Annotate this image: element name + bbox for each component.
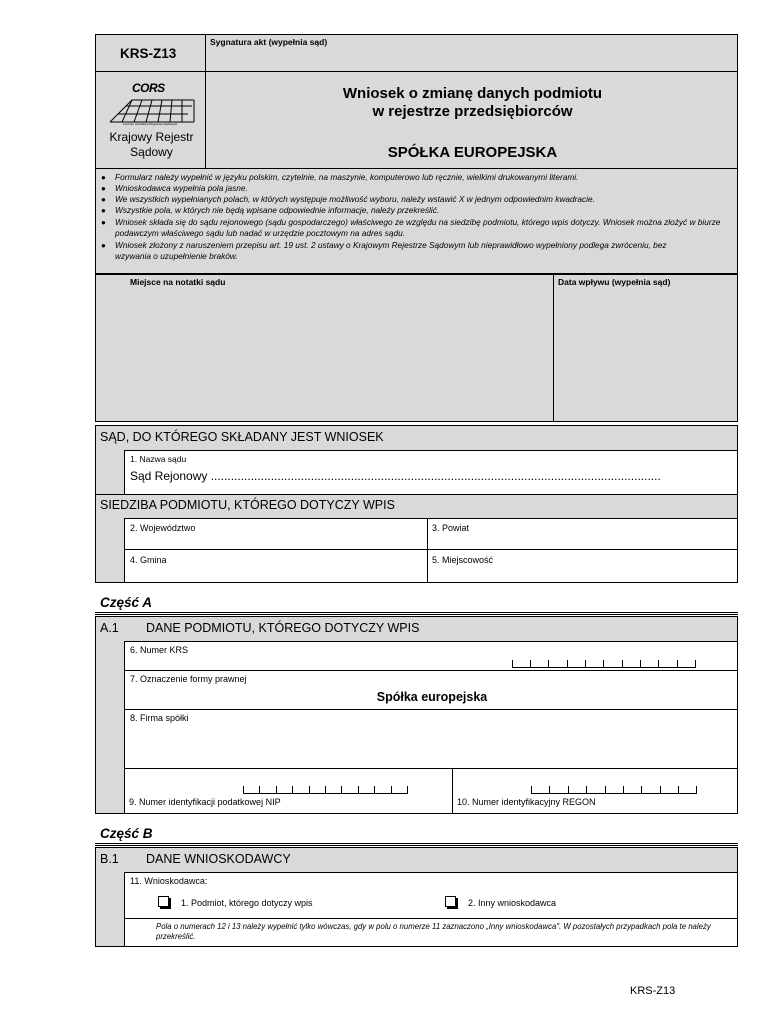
option1-label: 1. Podmiot, którego dotyczy wpis [181,898,313,908]
regon-label: 10. Numer identyfikacyjny REGON [457,797,596,807]
part-a-heading: Część A [100,595,153,610]
section-a1-code: A.1 [100,621,119,635]
commune-field[interactable] [124,549,428,583]
title-cell [205,71,738,169]
receipt-date-field [553,274,738,422]
registry-name-line2: Sądowy [130,145,173,159]
footer-form-code: KRS-Z13 [630,985,676,997]
legal-form-value: Spółka europejska [376,690,488,704]
option2-label: 2. Inny wnioskodawca [468,898,557,908]
court-section-title: SĄD, DO KTÓREGO SKŁADANY JEST WNIOSEK [100,430,384,444]
instruction-item: ● Formularz należy wypełnić w języku polskim, czytelnie, na maszynie, komputerowo lub ręcznie, wielkimi drukowanymi literami. [100,172,730,183]
voivodeship-label: 2. Województwo [130,523,196,533]
legal-form-field [124,670,738,710]
instructions-list [100,172,730,262]
option1-checkbox[interactable] [158,896,169,907]
applicant-label: 11. Wnioskodawca: [130,876,208,886]
nip-label: 9. Numer identyfikacji podatkowej NIP [129,797,281,807]
krs-number-boxes[interactable] [512,660,696,668]
part-b-heading: Część B [100,826,153,841]
section-b1-title: DANE WNIOSKODAWCY [146,852,291,866]
form-title-line2: w rejestrze przedsiębiorców [372,103,573,120]
seat-section-title: SIEDZIBA PODMIOTU, KTÓREGO DOTYCZY WPIS [100,498,395,512]
section-a1-title: DANE PODMIOTU, KTÓREGO DOTYCZY WPIS [146,621,420,635]
part-b-rule [95,843,738,846]
applicant-note-box [124,918,738,947]
regon-boxes[interactable] [531,786,697,794]
registry-name-line1: Krajowy Rejestr [109,130,194,144]
instruction-item: ● Wnioskodawca wypełnia pola jasne. [100,183,730,194]
court-notes-field [95,274,554,422]
form-code-cell [95,34,206,72]
section-b1-code: B.1 [100,852,119,866]
part-a-rule [95,612,738,615]
signature-label: Sygnatura akt (wypełnia sąd) [210,37,328,47]
court-name-value: Sąd Rejonowy ....................................................................................................................................... [130,469,661,483]
company-name-field[interactable] [124,709,738,769]
regon-field[interactable] [452,768,738,814]
receipt-date-label: Data wpływu (wypełnia sąd) [558,277,671,287]
instruction-item: ● Wniosek składa się do sądu rejonowego (sądu gospodarczego) właściwego ze względu na siedzibę podmiotu, którego wpis dotyczy. Wniosek można złożyć w biurze podawczym właściwego sądu lub nadać w urzędzie pocztowym na adres sądu. [100,217,730,239]
court-name-label: 1. Nazwa sądu [130,454,187,464]
county-field[interactable] [427,518,738,550]
instruction-item: ● We wszystkich wypełnianych polach, w których występuje możliwość wyboru, należy wstawić X w jednym odpowiednim kwadracie. [100,194,730,205]
court-notes-label: Miejsce na notatki sądu [130,277,226,287]
logo-cell [95,71,206,169]
locality-label: 5. Miejscowość [432,555,494,565]
form-title-line1: Wniosek o zmianę danych podmiotu [342,85,603,102]
county-label: 3. Powiat [432,523,470,533]
logo-text: CORS [132,81,165,95]
option2-checkbox[interactable] [445,896,456,907]
court-name-field[interactable] [124,450,738,495]
krs-number-field[interactable] [124,641,738,671]
logo-small-text: Centrum Ośrodków Rejestrów Sądowych [122,122,178,126]
locality-field[interactable] [427,549,738,583]
commune-label: 4. Gmina [130,555,167,565]
company-name-label: 8. Firma spółki [130,713,189,723]
voivodeship-field[interactable] [124,518,428,550]
instruction-item: ● Wniosek złożony z naruszeniem przepisu art. 19 ust. 2 ustawy o Krajowym Rejestrze Sądowym lub nieprawidłowo wypełniony podlega zwróceniu, bez wzywania o uzupełnienie braków. [100,240,730,262]
legal-form-label: 7. Oznaczenie formy prawnej [130,674,247,684]
nip-field[interactable] [124,768,453,814]
signature-field[interactable] [205,34,738,72]
form-subtitle: SPÓŁKA EUROPEJSKA [387,144,558,161]
applicant-field [124,872,738,919]
applicant-note: Pola o numerach 12 i 13 należy wypełnić tylko wówczas, gdy w polu o numerze 11 zaznaczono „Inny wnioskodawca". W pozostałych przypadkach pola te należy przekreślić. [156,922,711,941]
form-code: KRS-Z13 [120,46,177,61]
krs-number-label: 6. Numer KRS [130,645,189,655]
instruction-item: ● Wszystkie pola, w których nie będą wpisane odpowiednie informacje, należy przekreślić. [100,205,730,216]
nip-boxes[interactable] [243,786,408,794]
